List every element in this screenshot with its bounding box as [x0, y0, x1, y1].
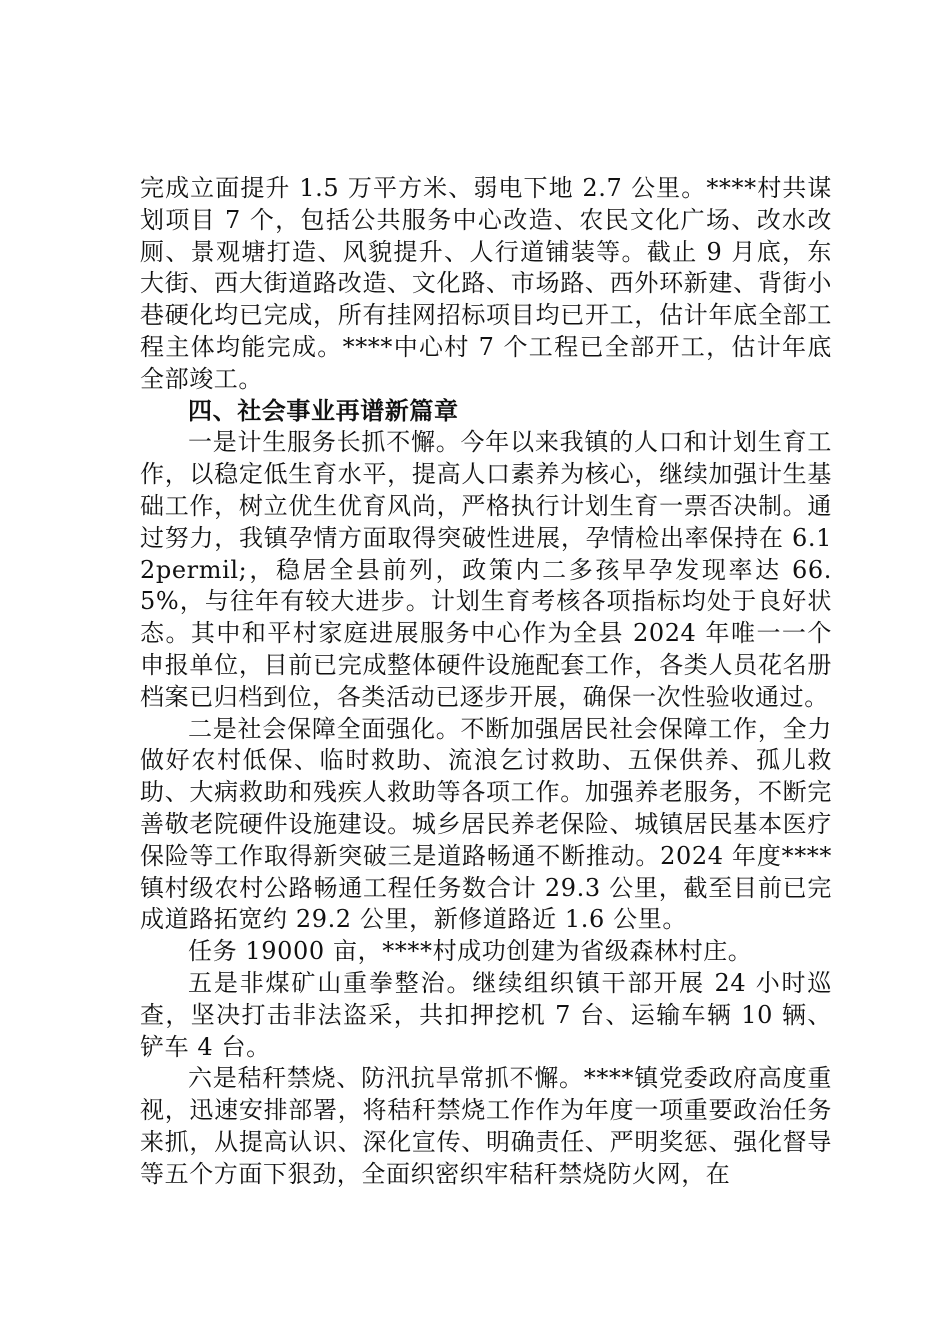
document-body: [140, 173, 832, 1191]
paragraph-family-planning: 一是计生服务长抓不懈。今年以来我镇的人口和计划生育工作，以稳定低生育水平，提高人口素养为核心，继续加强计生基础工作，树立优生优育风尚，严格执行计划生育一票否决制。通过努力，我镇孕情方面取得突破性进展，孕情检出率保持在 6.12permil;，稳居全县前列，政策内二多孩早孕发现率达 66.5%，与往年有较大进步。计划生育考核各项指标均处于良好状态。其中和平村家庭进展服务中心作为全县 2024 年唯一一个申报单位，目前已完成整体硬件设施配套工作，各类人员花名册档案已归档到位，各类活动已逐步开展，确保一次性验收通过。: [140, 428, 832, 711]
paragraph-social-security: 二是社会保障全面强化。不断加强居民社会保障工作，全力做好农村低保、临时救助、流浪乞讨救助、五保供养、孤儿救助、大病救助和残疾人救助等各项工作。加强养老服务，不断完善敬老院硬件设施建设。城乡居民养老保险、城镇居民基本医疗保险等工作取得新突破三是道路畅通不断推动。2024 年度****镇村级农村公路畅通工程任务数合计 29.3 公里，截至目前已完成道路拓宽约 29.2 公里，新修道路近 1.6 公里。: [140, 714, 832, 934]
paragraph-mining-rectification: 五是非煤矿山重拳整治。继续组织镇干部开展 24 小时巡查，坚决打击非法盗采，共扣押挖机 7 台、运输车辆 10 辆、铲车 4 台。: [140, 968, 832, 1061]
section-heading-social-affairs: 四、社会事业再谱新篇章: [188, 396, 459, 425]
paragraph-forest-village: 任务 19000 亩，****村成功创建为省级森林村庄。: [188, 937, 753, 966]
paragraph-project-summary: 完成立面提升 1.5 万平方米、弱电下地 2.7 公里。****村共谋划项目 7 个，包括公共服务中心改造、农民文化广场、改水改厕、景观塘打造、风貌提升、人行道铺装等。截止 9 月底，东大街、西大街道路改造、文化路、市场路、西外环新建、背街小巷硬化均已完成，所有挂网招标项目均已开工，估计年底全部工程主体均能完成。****中心村 7 个工程已全部开工，估计年底全部竣工。: [140, 174, 832, 393]
paragraph-straw-burning-flood-control: 六是秸秆禁烧、防汛抗旱常抓不懈。****镇党委政府高度重视，迅速安排部署，将秸秆禁烧工作作为年度一项重要政治任务来抓，从提高认识、深化宣传、明确责任、严明奖惩、强化督导等五个方面下狠劲，全面织密织牢秸秆禁烧防火网，在: [140, 1064, 832, 1188]
